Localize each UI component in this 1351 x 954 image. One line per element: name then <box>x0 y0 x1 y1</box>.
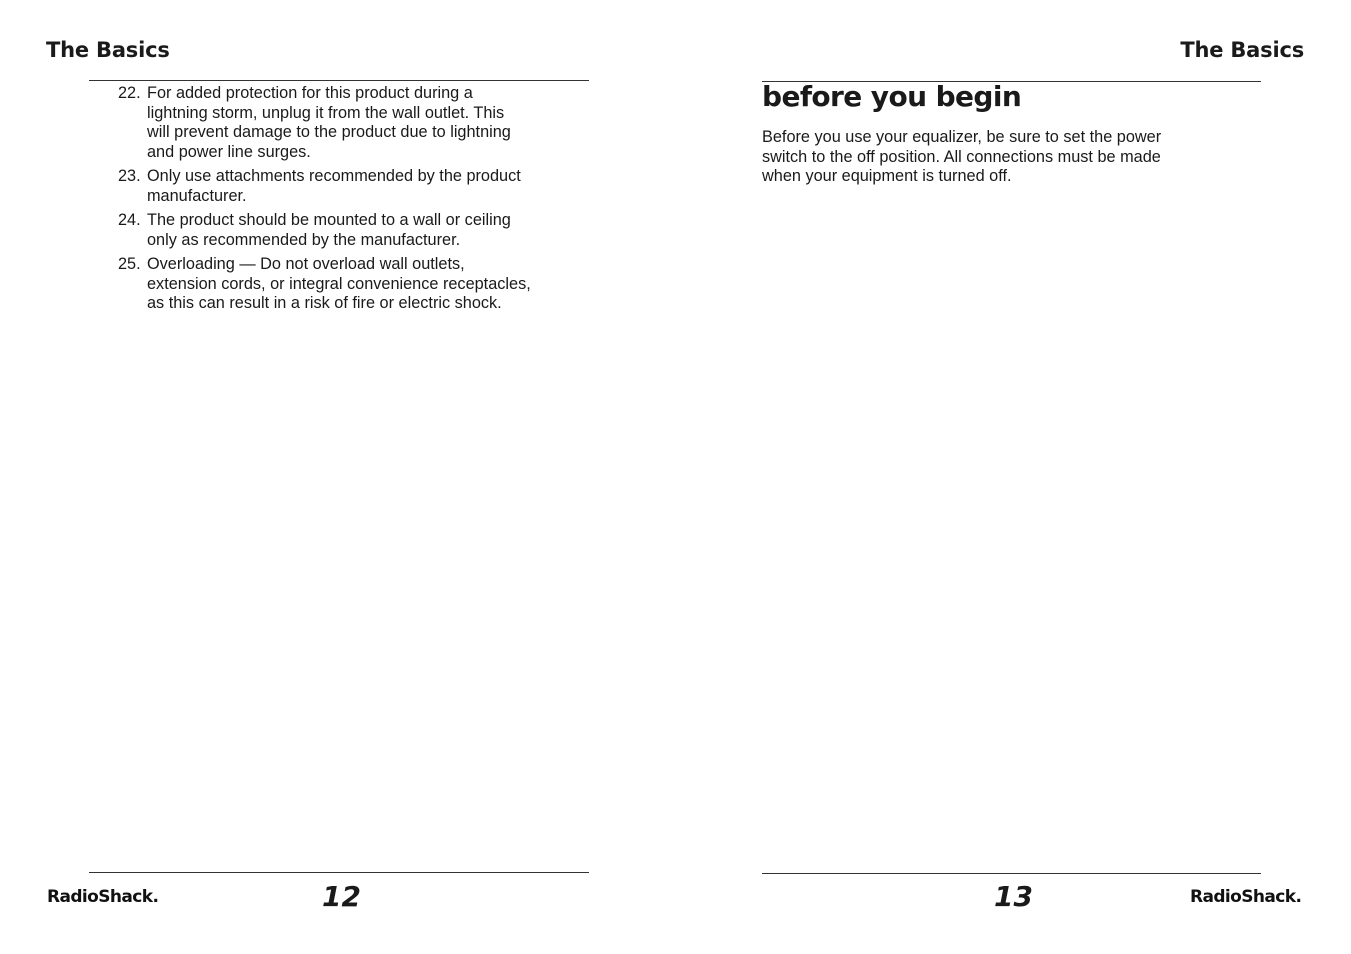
list-item-number: 23. <box>118 167 141 185</box>
radioshack-logo-right: RadioShack. <box>1190 887 1302 907</box>
radioshack-logo-left: RadioShack. <box>47 887 159 907</box>
list-item-number: 25. <box>118 255 141 273</box>
safety-instructions-list <box>118 84 588 319</box>
list-item-text: Overloading — Do not overload wall outlets, extension cords, or integral convenience receptacles, as this can result in a risk of fire or electric shock. <box>147 255 531 312</box>
list-item <box>118 167 588 206</box>
list-item-number: 22. <box>118 84 141 102</box>
list-item-text: For added protection for this product during a lightning storm, unplug it from the wall outlet. This will prevent damage to the product due to lightning and power line surges. <box>147 84 511 161</box>
footer-divider-left <box>89 872 589 873</box>
list-item <box>118 84 588 162</box>
list-item-number: 24. <box>118 211 141 229</box>
section-body-text: Before you use your equalizer, be sure to set the power switch to the off position. All connections must be made when your equipment is turned off. <box>762 128 1162 185</box>
section-heading: before you begin <box>762 80 1022 113</box>
header-divider-left <box>89 80 589 81</box>
list-item <box>118 255 588 314</box>
footer-divider-right <box>762 873 1261 874</box>
page-number-left: 12 <box>322 880 361 913</box>
section-header-right: The Basics <box>1180 38 1304 62</box>
list-item-text: Only use attachments recommended by the product manufacturer. <box>147 167 521 205</box>
section-header-left: The Basics <box>46 38 170 62</box>
page-number-right: 13 <box>994 880 1033 913</box>
list-item-text: The product should be mounted to a wall or ceiling only as recommended by the manufacturer. <box>147 211 511 249</box>
list-item <box>118 211 588 250</box>
